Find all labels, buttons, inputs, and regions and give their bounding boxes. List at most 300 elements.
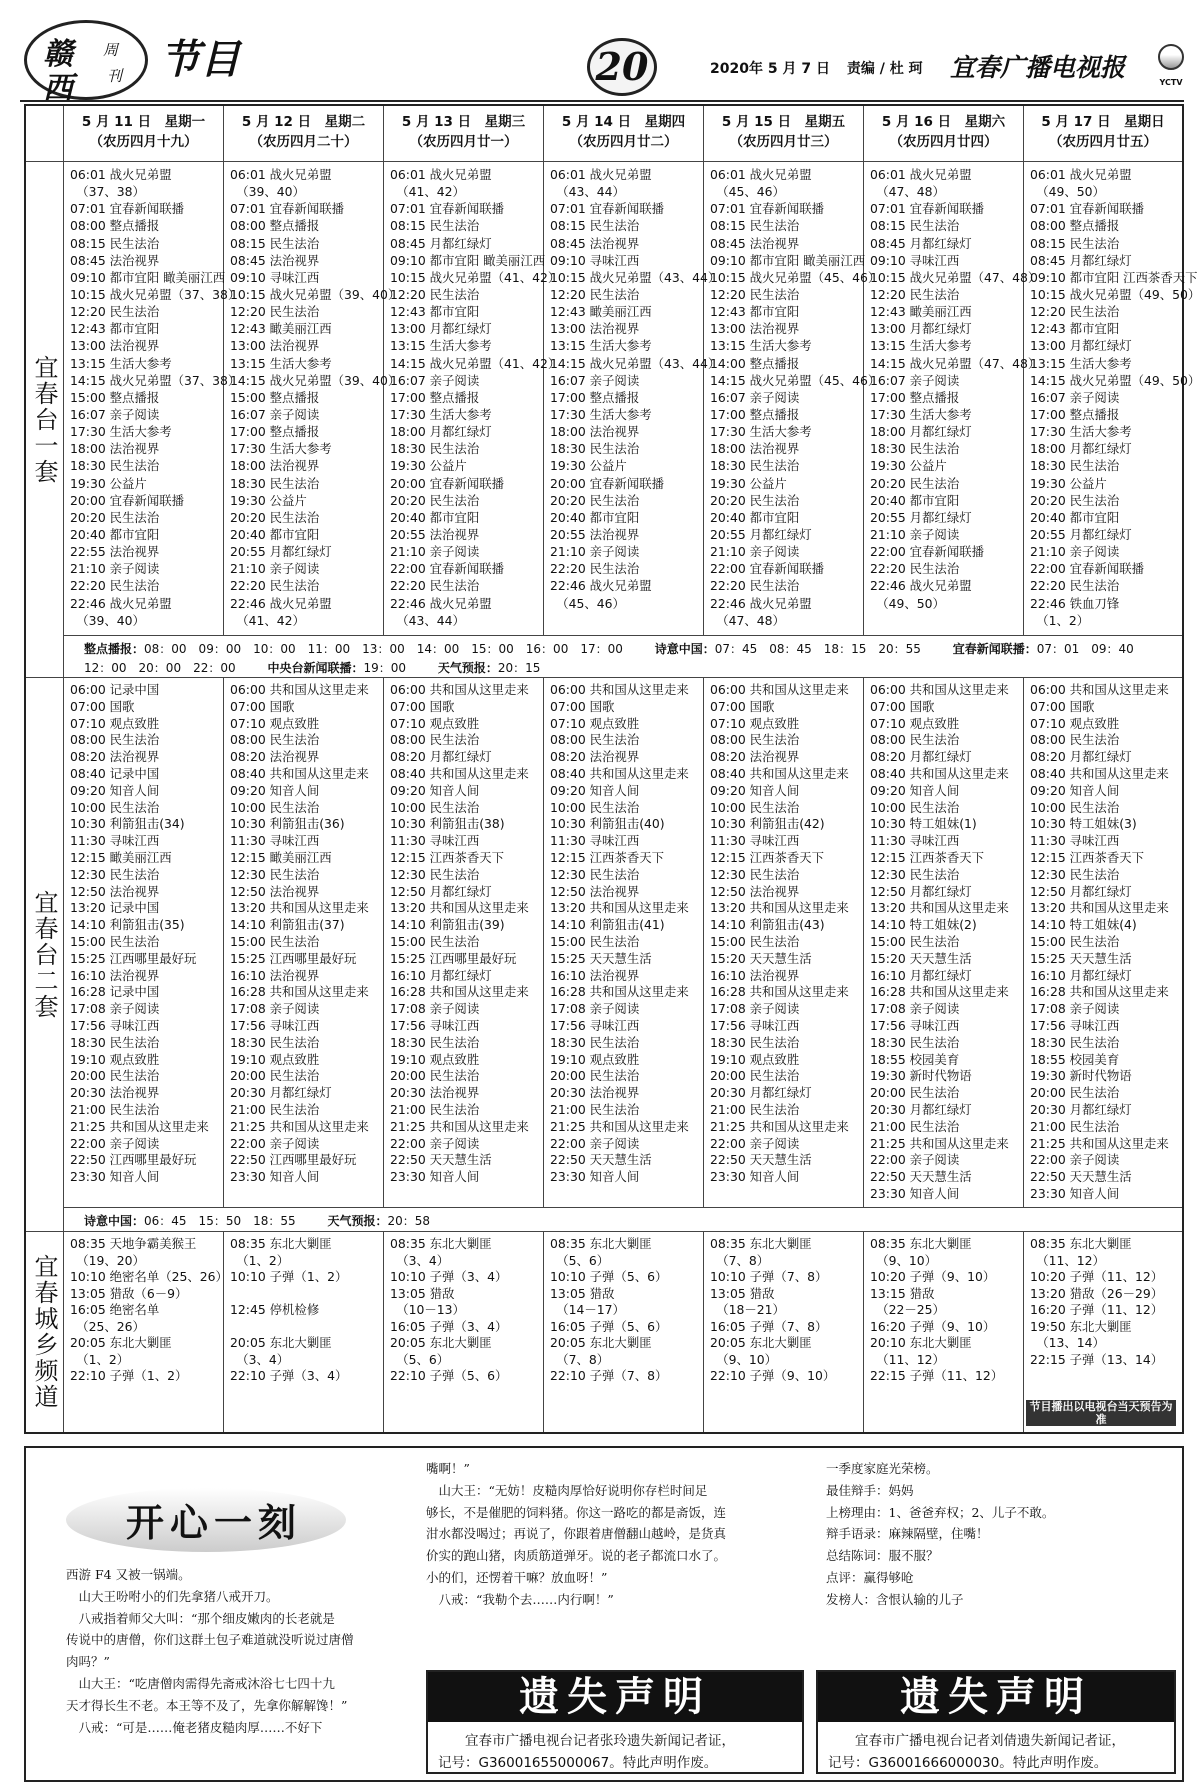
- humor-line: 肉吗？”: [66, 1654, 110, 1670]
- program-entry: 22:15 子弹（11、12）: [870, 1368, 1004, 1383]
- program-entry: 10:20 子弹（11、12）: [1030, 1269, 1164, 1284]
- program-entry: 07:01 宜春新闻联播: [390, 201, 504, 217]
- program-entry: 12:20 民生法治: [710, 286, 800, 302]
- program-entry: 18:00 法治视界: [710, 441, 800, 457]
- program-entry: 12:20 民生法治: [870, 286, 960, 302]
- humor-line: 发榜人：含恨认输的儿子: [826, 1591, 964, 1607]
- program-entry: 22:50 江西哪里最好玩: [230, 1152, 357, 1168]
- program-entry: 12:30 民生法治: [710, 866, 800, 882]
- program-entry: 19:30 公益片: [550, 458, 627, 474]
- day-lunar: （农历四月廿四）: [889, 134, 998, 150]
- program-entry: 19:50 东北大剿匪: [1030, 1318, 1132, 1334]
- program-entry: 10:15 战火兄弟盟（41、42）: [390, 269, 561, 285]
- program-entry: 19:10 观点致胜: [70, 1051, 160, 1067]
- program-entry: 08:15 民生法治: [710, 218, 800, 234]
- program-entry: 18:30 民生法治: [870, 441, 960, 457]
- program-entry: 21:25 共和国从这里走来: [70, 1118, 209, 1134]
- program-entry: 16:07 亲子阅读: [870, 372, 960, 388]
- program-entry: 10:15 战火兄弟盟（45、46）: [710, 269, 881, 285]
- program-entry: 08:15 民生法治: [550, 218, 640, 234]
- program-entry: 08:20 法治视界: [550, 749, 640, 765]
- poetic-times: 06：45 15：50 18：55: [144, 1214, 296, 1228]
- program-entry: （10－13）: [390, 1302, 465, 1317]
- program-entry: 18:00 法治视界: [550, 424, 640, 440]
- program-entry: 15:00 整点播报: [230, 389, 320, 405]
- ch1-day-column: [1024, 162, 1201, 636]
- program-entry: 06:01 战火兄弟盟: [1030, 167, 1132, 182]
- ch3-day-column: [224, 1232, 384, 1432]
- program-entry: 07:01 宜春新闻联播: [710, 201, 824, 217]
- program-entry: （37、38）: [70, 184, 145, 200]
- program-entry: 20:40 都市宜阳: [550, 509, 640, 525]
- program-entry: 06:01 战火兄弟盟: [70, 167, 172, 182]
- program-entry: 16:20 子弹（11、12）: [1030, 1302, 1164, 1317]
- program-entry: 21:10 亲子阅读: [870, 526, 960, 542]
- program-entry: 12:50 法治视界: [70, 883, 160, 899]
- program-entry: （49、50）: [870, 595, 945, 611]
- program-entry: 12:50 月都红绿灯: [870, 883, 972, 899]
- program-entry: 19:10 观点致胜: [710, 1051, 800, 1067]
- program-entry: 22:00 亲子阅读: [390, 1135, 480, 1151]
- program-entry: 06:01 战火兄弟盟: [710, 167, 812, 182]
- tv-schedule-grid: [24, 104, 1201, 1434]
- program-entry: 07:00 国歌: [390, 698, 455, 714]
- program-entry: 22:00 亲子阅读: [870, 1152, 960, 1168]
- program-entry: 17:56 寻味江西: [390, 1017, 480, 1033]
- program-entry: 22:15 子弹（13、14）: [1030, 1351, 1164, 1367]
- program-entry: 13:20 记录中国: [70, 900, 160, 916]
- program-entry: 17:30 生活大参考: [70, 424, 172, 440]
- program-entry: 22:00 宜春新闻联播: [390, 561, 504, 577]
- program-entry: 12:43 瞰美丽江西: [870, 304, 972, 320]
- program-entry: 16:07 亲子阅读: [390, 372, 480, 388]
- program-entry: 08:35 东北大剿匪: [1030, 1236, 1132, 1251]
- program-entry: 16:28 记录中国: [70, 984, 160, 1000]
- program-entry: 14:15 战火兄弟盟（47、48）: [870, 355, 1041, 371]
- program-entry: 10:00 民生法治: [1030, 799, 1120, 815]
- program-entry: 20:40 都市宜阳: [230, 526, 320, 542]
- program-entry: 20:00 民生法治: [230, 1068, 320, 1084]
- program-entry: 10:10 子弹（7、8）: [710, 1269, 828, 1284]
- program-entry: 22:20 民生法治: [230, 578, 320, 594]
- program-entry: 13:05 猎敌: [710, 1285, 775, 1301]
- humor-line: 西游 F4 又被一锅端。: [66, 1567, 191, 1582]
- logo-side-2: 刊: [107, 67, 123, 85]
- day-lunar: （农历四月十九）: [89, 134, 198, 150]
- program-entry: 20:05 东北大剿匪: [70, 1335, 172, 1350]
- program-entry: 14:15 战火兄弟盟（45、46）: [710, 372, 881, 388]
- program-entry: 07:00 国歌: [710, 698, 775, 714]
- program-entry: 13:15 生活大参考: [390, 338, 492, 354]
- day-lunar: （农历四月廿二）: [569, 134, 678, 150]
- program-entry: 14:15 战火兄弟盟（39、40）: [230, 372, 401, 388]
- program-entry: 07:01 宜春新闻联播: [870, 201, 984, 217]
- program-entry: （3、4）: [390, 1252, 450, 1268]
- program-entry: 22:46 战火兄弟盟: [710, 595, 812, 611]
- program-entry: 08:45 法治视界: [710, 235, 800, 251]
- day-header: [544, 106, 704, 162]
- program-entry: （7、8）: [710, 1252, 770, 1268]
- program-entry: （14－17）: [550, 1302, 625, 1317]
- program-entry: 15:20 天天慧生活: [710, 950, 812, 966]
- program-entry: 19:30 新时代物语: [1030, 1068, 1132, 1084]
- ch1-day-column: [64, 162, 241, 636]
- program-entry: 07:01 宜春新闻联播: [230, 201, 344, 217]
- program-entry: 06:01 战火兄弟盟: [230, 167, 332, 182]
- program-entry: 08:00 整点播报: [1030, 218, 1120, 234]
- program-entry: 13:00 法治视界: [710, 321, 800, 337]
- program-entry: 22:20 民生法治: [870, 561, 960, 577]
- program-entry: 12:20 民生法治: [70, 304, 160, 320]
- program-entry: 15:25 天天慧生活: [550, 950, 652, 966]
- ch1-day-column: [224, 162, 401, 636]
- poetic-times: 07：45 08：45 18：15 20：55: [714, 642, 921, 656]
- yctv-text: YCTV: [1159, 78, 1183, 87]
- program-entry: 11:30 寻味江西: [710, 833, 800, 849]
- program-entry: 18:30 民生法治: [870, 1034, 960, 1050]
- ch1-day-column: [704, 162, 881, 636]
- program-entry: 14:10 利箭狙击(39): [390, 917, 505, 933]
- program-entry: 22:00 宜春新闻联播: [1030, 561, 1144, 577]
- program-entry: （47、48）: [710, 612, 785, 628]
- program-entry: 09:20 知音人间: [70, 782, 160, 798]
- program-entry: 08:45 月都红绿灯: [1030, 252, 1132, 268]
- program-entry: 20:40 都市宜阳: [390, 509, 480, 525]
- program-entry: 08:20 月都红绿灯: [1030, 749, 1132, 765]
- program-entry: 16:10 法治视界: [230, 967, 320, 983]
- program-entry: 18:00 法治视界: [230, 458, 320, 474]
- humor-column-2: [426, 1458, 816, 1611]
- program-entry: 14:00 整点播报: [710, 355, 800, 371]
- paper-name: 宜春广播电视报: [950, 53, 1126, 82]
- ch1-day-column: [544, 162, 721, 636]
- program-entry: 10:10 子弹（3、4）: [390, 1269, 508, 1284]
- program-entry: 12:20 民生法治: [390, 286, 480, 302]
- program-entry: 08:45 法治视界: [230, 252, 320, 268]
- program-entry: 06:01 战火兄弟盟: [550, 167, 652, 182]
- program-entry: 11:30 寻味江西: [390, 833, 480, 849]
- day-date: 5 月 13 日 星期三: [401, 114, 526, 130]
- program-entry: 08:00 民生法治: [1030, 732, 1120, 748]
- program-entry: 08:35 东北大剿匪: [550, 1236, 652, 1251]
- program-entry: 19:30 公益片: [710, 475, 787, 491]
- program-entry: 10:00 民生法治: [230, 799, 320, 815]
- program-entry: （19、20）: [70, 1252, 145, 1268]
- program-entry: 17:56 寻味江西: [70, 1017, 160, 1033]
- program-entry: （22－25）: [870, 1302, 945, 1317]
- humor-line: 最佳辩手：妈妈: [826, 1482, 914, 1498]
- notice-body: 宜春市广播电视台记者张玲遗失新闻记者证， 记号：G36001655000067。特此声明作废。: [438, 1733, 735, 1771]
- program-entry: 19:30 公益片: [230, 492, 307, 508]
- program-entry: （39、40）: [70, 612, 145, 628]
- program-entry: 20:00 民生法治: [550, 1068, 640, 1084]
- program-entry: 22:00 宜春新闻联播: [710, 561, 824, 577]
- poetic-label: 诗意中国：: [654, 642, 715, 656]
- program-entry: 20:55 月都红绿灯: [1030, 526, 1132, 542]
- program-entry: 20:20 民生法治: [70, 509, 160, 525]
- program-entry: 14:15 战火兄弟盟（43、44）: [550, 355, 721, 371]
- program-entry: 16:10 法治视界: [550, 967, 640, 983]
- program-entry: 08:35 东北大剿匪: [390, 1236, 492, 1251]
- program-entry: 20:30 月都红绿灯: [230, 1085, 332, 1101]
- program-entry: 22:50 天天慧生活: [1030, 1169, 1132, 1185]
- program-entry: 17:30 生活大参考: [710, 424, 812, 440]
- program-entry: （7、8）: [550, 1351, 610, 1367]
- program-entry: 11:30 寻味江西: [1030, 833, 1120, 849]
- program-entry: 08:00 整点播报: [70, 218, 160, 234]
- program-entry: 23:30 知音人间: [550, 1169, 640, 1185]
- program-entry: 23:30 知音人间: [70, 1169, 160, 1185]
- program-entry: 08:35 天地争霸美猴王: [70, 1236, 197, 1251]
- program-entry: 10:30 利箭狙击(40): [550, 816, 665, 832]
- program-entry: 09:10 寻味江西: [870, 252, 960, 268]
- program-entry: 08:15 民生法治: [230, 235, 320, 251]
- yctv-logo: [1156, 44, 1186, 87]
- program-entry: 17:00 整点播报: [710, 406, 800, 422]
- program-entry: 13:15 生活大参考: [230, 355, 332, 371]
- program-entry: 15:00 民生法治: [1030, 933, 1120, 949]
- program-entry: 12:43 瞰美丽江西: [550, 304, 652, 320]
- program-entry: 08:40 共和国从这里走来: [870, 765, 1009, 781]
- program-entry: 14:15 战火兄弟盟（37、38）: [70, 372, 241, 388]
- program-entry: 12:20 民生法治: [550, 286, 640, 302]
- program-entry: 09:20 知音人间: [230, 782, 320, 798]
- program-entry: 21:25 共和国从这里走来: [550, 1118, 689, 1134]
- program-entry: （43、44）: [390, 612, 465, 628]
- program-entry: 12:43 瞰美丽江西: [230, 321, 332, 337]
- ch3-day-column: [704, 1232, 864, 1432]
- program-entry: 20:05 东北大剿匪: [710, 1335, 812, 1350]
- program-entry: 16:10 月都红绿灯: [870, 967, 972, 983]
- notice-title: 遗失声明: [428, 1672, 802, 1722]
- program-entry: 22:50 天天慧生活: [390, 1152, 492, 1168]
- program-entry: 22:20 民生法治: [550, 561, 640, 577]
- program-entry: 10:00 民生法治: [70, 799, 160, 815]
- program-entry: 12:43 都市宜阳: [390, 304, 480, 320]
- hourly-times: 08：00 09：00 10：00 11：00 13：00 14：00 15：00 16：00 17：00: [144, 642, 623, 656]
- program-entry: 06:00 共和国从这里走来: [390, 682, 529, 697]
- program-entry: 22:46 战火兄弟盟: [550, 578, 652, 594]
- program-entry: 14:10 利箭狙击(43): [710, 917, 825, 933]
- humor-line: 八戒：“可是……俺老猪皮糙肉厚……不好下: [66, 1719, 323, 1735]
- program-entry: 15:00 民生法治: [710, 933, 800, 949]
- program-entry: 12:50 法治视界: [710, 883, 800, 899]
- humor-line: 嘴啊！”: [426, 1461, 470, 1476]
- program-entry: 06:01 战火兄弟盟: [390, 167, 492, 182]
- ch2-notes: [64, 1208, 1182, 1232]
- program-entry: 22:20 民生法治: [710, 578, 800, 594]
- program-entry: 10:00 民生法治: [870, 799, 960, 815]
- humor-line: 山大王吩咐小的们先拿猪八戒开刀。: [66, 1588, 279, 1604]
- program-entry: 22:20 民生法治: [390, 578, 480, 594]
- humor-line: 点评：赢得够呛: [826, 1569, 914, 1585]
- program-entry: 16:10 法治视界: [710, 967, 800, 983]
- day-header: [864, 106, 1024, 162]
- program-entry: 20:00 宜春新闻联播: [550, 475, 664, 491]
- program-entry: 09:10 都市宜阳 瞰美丽江西: [390, 252, 546, 268]
- program-entry: 16:28 共和国从这里走来: [870, 984, 1009, 1000]
- ch1-notes: [64, 636, 1182, 678]
- program-entry: 12:15 江西茶香天下: [550, 849, 664, 865]
- humor-line: 小的们，还愣着干嘛？放血呀！”: [426, 1569, 608, 1585]
- program-entry: 08:20 月都红绿灯: [390, 749, 492, 765]
- day-header: [384, 106, 544, 162]
- program-entry: 16:28 共和国从这里走来: [390, 984, 529, 1000]
- program-entry: 17:08 亲子阅读: [1030, 1001, 1120, 1017]
- program-entry: 07:00 国歌: [1030, 698, 1095, 714]
- program-entry: 17:30 生活大参考: [390, 406, 492, 422]
- program-entry: （45、46）: [710, 184, 785, 200]
- program-entry: 18:30 民生法治: [550, 441, 640, 457]
- program-entry: （43、44）: [550, 184, 625, 200]
- program-entry: 08:40 共和国从这里走来: [1030, 765, 1169, 781]
- program-entry: 22:00 亲子阅读: [550, 1135, 640, 1151]
- program-entry: 20:30 月都红绿灯: [710, 1085, 812, 1101]
- program-entry: 18:30 民生法治: [1030, 458, 1120, 474]
- program-entry: 21:10 亲子阅读: [1030, 544, 1120, 560]
- program-entry: 20:10 东北大剿匪: [870, 1335, 972, 1350]
- program-entry: 18:30 民生法治: [70, 458, 160, 474]
- program-entry: （49、50）: [1030, 184, 1105, 200]
- program-entry: 12:50 月都红绿灯: [390, 883, 492, 899]
- weather-label: 天气预报：: [327, 1214, 388, 1228]
- program-entry: 13:00 月都红绿灯: [1030, 338, 1132, 354]
- day-header: [224, 106, 384, 162]
- program-entry: 20:30 法治视界: [550, 1085, 640, 1101]
- logo-char-1: 赣: [43, 37, 73, 72]
- program-entry: 08:40 共和国从这里走来: [550, 765, 689, 781]
- program-entry: 20:55 法治视界: [550, 526, 640, 542]
- program-entry: 22:20 民生法治: [1030, 578, 1120, 594]
- schedule-disclaimer-tag: 节目播出以电视台当天预告为准: [1026, 1400, 1176, 1426]
- program-entry: 20:00 宜春新闻联播: [70, 492, 184, 508]
- program-entry: （1、2）: [230, 1252, 290, 1268]
- program-entry: [230, 1286, 383, 1303]
- program-entry: 07:00 国歌: [70, 698, 135, 714]
- program-entry: 18:30 民生法治: [710, 458, 800, 474]
- humor-line: 上榜理由：1、爸爸弃权；2、儿子不敢。: [826, 1504, 1055, 1520]
- program-entry: 20:00 民生法治: [710, 1068, 800, 1084]
- program-entry: 13:20 共和国从这里走来: [1030, 900, 1169, 916]
- program-entry: （45、46）: [550, 595, 625, 611]
- program-entry: （13、14）: [1030, 1335, 1105, 1350]
- program-entry: 10:30 特工姐妹(1): [870, 816, 977, 832]
- page-number: 20: [587, 38, 657, 96]
- program-entry: 07:01 宜春新闻联播: [550, 201, 664, 217]
- program-entry: 16:07 亲子阅读: [1030, 389, 1120, 405]
- program-entry: 15:00 民生法治: [70, 933, 160, 949]
- program-entry: 07:10 观点致胜: [550, 715, 640, 731]
- program-entry: 07:01 宜春新闻联播: [1030, 201, 1144, 217]
- program-entry: 07:10 观点致胜: [870, 715, 960, 731]
- program-entry: 16:05 子弹（7、8）: [710, 1318, 828, 1334]
- program-entry: 17:08 亲子阅读: [870, 1001, 960, 1017]
- program-entry: 17:00 整点播报: [390, 389, 480, 405]
- program-entry: 20:40 都市宜阳: [870, 492, 960, 508]
- program-entry: 20:55 月都红绿灯: [710, 526, 812, 542]
- program-entry: 07:10 观点致胜: [710, 715, 800, 731]
- program-entry: 08:15 民生法治: [70, 235, 160, 251]
- program-entry: 20:00 宜春新闻联播: [390, 475, 504, 491]
- program-entry: 22:55 法治视界: [70, 544, 160, 560]
- program-entry: 18:00 法治视界: [70, 441, 160, 457]
- program-entry: 14:10 特工姐妹(2): [870, 917, 977, 933]
- program-entry: 08:35 东北大剿匪: [230, 1236, 332, 1251]
- program-entry: 20:40 都市宜阳: [1030, 509, 1120, 525]
- program-entry: 18:00 月都红绿灯: [390, 424, 492, 440]
- hourly-times-2: 12：00 20：00 22：00: [84, 661, 236, 675]
- program-entry: 16:10 月都红绿灯: [1030, 967, 1132, 983]
- program-entry: 14:10 特工姐妹(4): [1030, 917, 1137, 933]
- program-entry: 11:30 寻味江西: [230, 833, 320, 849]
- lost-notice-2: [816, 1670, 1176, 1774]
- program-entry: 21:25 共和国从这里走来: [870, 1135, 1009, 1151]
- program-entry: 13:05 猎敌: [550, 1285, 615, 1301]
- program-entry: 11:30 寻味江西: [870, 833, 960, 849]
- ch2-day-column: [544, 678, 704, 1208]
- program-entry: 20:05 东北大剿匪: [390, 1335, 492, 1350]
- program-entry: 09:10 寻味江西: [550, 252, 640, 268]
- program-entry: 20:20 民生法治: [1030, 492, 1120, 508]
- day-date: 5 月 15 日 星期五: [721, 114, 846, 130]
- program-entry: 08:35 东北大剿匪: [710, 1236, 812, 1251]
- program-entry: 08:00 民生法治: [390, 732, 480, 748]
- program-entry: 18:30 民生法治: [70, 1034, 160, 1050]
- program-entry: 22:50 天天慧生活: [870, 1169, 972, 1185]
- day-date: 5 月 11 日 星期一: [81, 114, 206, 130]
- program-entry: 17:56 寻味江西: [230, 1017, 320, 1033]
- ch3-day-column: [864, 1232, 1024, 1432]
- program-entry: 06:00 共和国从这里走来: [550, 682, 689, 697]
- program-entry: 20:20 民生法治: [550, 492, 640, 508]
- program-entry: 11:30 寻味江西: [70, 833, 160, 849]
- ch2-day-column: [384, 678, 544, 1208]
- program-entry: 07:00 国歌: [550, 698, 615, 714]
- ch3-day-column: [64, 1232, 228, 1432]
- program-entry: （25、26）: [70, 1318, 145, 1334]
- program-entry: （11、12）: [870, 1351, 945, 1367]
- program-entry: 10:00 民生法治: [390, 799, 480, 815]
- program-entry: 16:07 亲子阅读: [710, 389, 800, 405]
- program-entry: 21:10 亲子阅读: [550, 544, 640, 560]
- day-lunar: （农历四月二十）: [249, 134, 358, 150]
- program-entry: 22:50 江西哪里最好玩: [70, 1152, 197, 1168]
- program-entry: 20:30 月都红绿灯: [870, 1101, 972, 1117]
- humor-line: 山大王：“无妨！皮糙肉厚恰好说明你存栏时间足: [426, 1482, 708, 1498]
- program-entry: 12:15 瞰美丽江西: [70, 849, 172, 865]
- program-entry: 20:40 都市宜阳: [70, 526, 160, 542]
- issue-date: 2020年 5 月 7 日: [710, 61, 830, 77]
- program-entry: 16:07 亲子阅读: [230, 406, 320, 422]
- program-entry: 18:55 校园美育: [1030, 1051, 1120, 1067]
- program-entry: 20:55 法治视界: [390, 526, 480, 542]
- ch1-day-column: [864, 162, 1041, 636]
- program-entry: 16:28 共和国从这里走来: [550, 984, 689, 1000]
- humor-line: 八戒指着师父大叫：“那个细皮嫩肉的长老就是: [66, 1610, 335, 1626]
- program-entry: 13:00 法治视界: [230, 338, 320, 354]
- program-entry: 16:10 法治视界: [70, 967, 160, 983]
- program-entry: 08:45 月都红绿灯: [870, 235, 972, 251]
- program-entry: 10:15 战火兄弟盟（49、50）: [1030, 286, 1201, 302]
- program-entry: 12:15 瞰美丽江西: [230, 849, 332, 865]
- program-entry: 08:00 整点播报: [230, 218, 320, 234]
- program-entry: 06:00 共和国从这里走来: [710, 682, 849, 697]
- program-entry: 18:30 民生法治: [390, 441, 480, 457]
- program-entry: 08:20 法治视界: [70, 749, 160, 765]
- logo-char-2: 西: [43, 71, 73, 106]
- program-entry: 21:00 民生法治: [710, 1101, 800, 1117]
- program-entry: 08:20 法治视界: [710, 749, 800, 765]
